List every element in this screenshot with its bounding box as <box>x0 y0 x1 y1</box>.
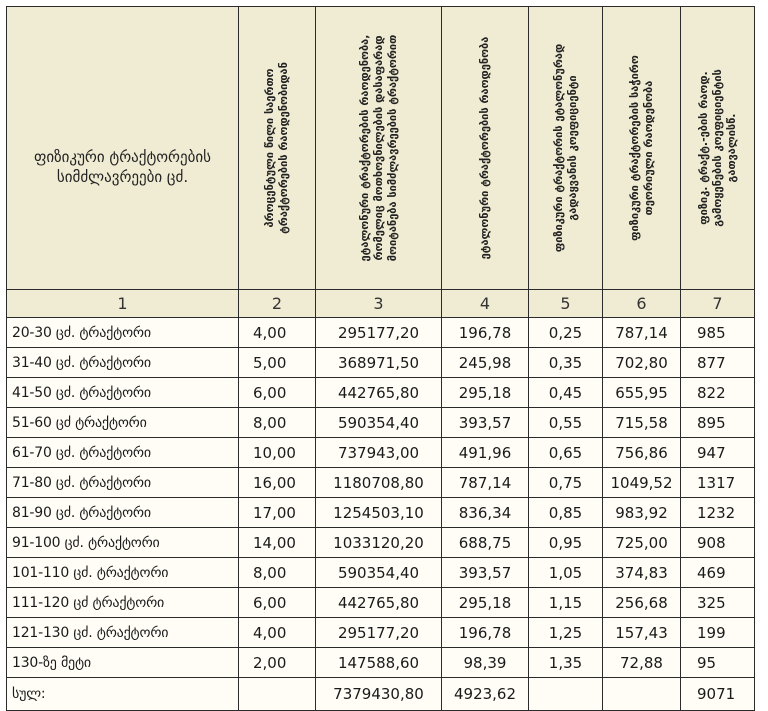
row-usage-coef: 325 <box>681 588 755 618</box>
total-row <box>7 678 755 711</box>
row-conversion-coef: 0,25 <box>529 318 603 348</box>
row-conversion-coef: 0,65 <box>529 438 603 468</box>
row-power-range: 61-70 ცძ. ტრაქტორი <box>7 438 239 468</box>
row-etalon-count: 295,18 <box>442 378 529 408</box>
row-etalon-required: 147588,60 <box>316 648 442 678</box>
header-conversion-coef <box>529 7 603 290</box>
header-theoretical-count-text: ფიზიკური ტრაქტორების საჭირო თეორიული რაოდენობა <box>627 55 655 241</box>
table-row <box>7 618 755 648</box>
header-power-range <box>7 7 239 290</box>
row-percent-share: 8,00 <box>239 558 316 588</box>
header-percent-share <box>239 7 316 290</box>
table-row <box>7 558 755 588</box>
table-row <box>7 348 755 378</box>
row-conversion-coef: 1,25 <box>529 618 603 648</box>
row-etalon-required: 442765,80 <box>316 588 442 618</box>
column-number: 1 <box>7 290 239 318</box>
tractor-data-table <box>6 6 755 711</box>
row-power-range: 81-90 ცძ. ტრაქტორი <box>7 498 239 528</box>
row-etalon-required: 1180708,80 <box>316 468 442 498</box>
row-usage-coef: 908 <box>681 528 755 558</box>
total-conversion-coef <box>529 678 603 711</box>
row-etalon-required: 368971,50 <box>316 348 442 378</box>
row-conversion-coef: 1,15 <box>529 588 603 618</box>
row-etalon-count: 98,39 <box>442 648 529 678</box>
row-power-range: 51-60 ცძ ტრაქტორი <box>7 408 239 438</box>
table-row <box>7 318 755 348</box>
row-conversion-coef: 0,45 <box>529 378 603 408</box>
total-label: სულ: <box>7 678 239 711</box>
row-etalon-required: 442765,80 <box>316 378 442 408</box>
row-power-range: 111-120 ცძ ტრაქტორი <box>7 588 239 618</box>
row-etalon-count: 393,57 <box>442 408 529 438</box>
row-etalon-required: 1254503,10 <box>316 498 442 528</box>
row-conversion-coef: 0,75 <box>529 468 603 498</box>
row-conversion-coef: 1,35 <box>529 648 603 678</box>
row-power-range: 20-30 ცძ. ტრაქტორი <box>7 318 239 348</box>
total-percent <box>239 678 316 711</box>
total-etalon-count: 4923,62 <box>442 678 529 711</box>
row-conversion-coef: 0,85 <box>529 498 603 528</box>
row-usage-coef: 199 <box>681 618 755 648</box>
row-usage-coef: 1317 <box>681 468 755 498</box>
row-etalon-required: 590354,40 <box>316 558 442 588</box>
header-etalon-required-text: ეტალონური ტრაქტორების რაოდენობა, რომელიც მოთხოვნილების დასაფარად მოიტანება სიმძლავრეების ტრაქტორით <box>357 34 399 262</box>
row-percent-share: 4,00 <box>239 318 316 348</box>
row-theoretical-count: 256,68 <box>603 588 681 618</box>
row-conversion-coef: 0,95 <box>529 528 603 558</box>
row-theoretical-count: 725,00 <box>603 528 681 558</box>
row-percent-share: 2,00 <box>239 648 316 678</box>
row-theoretical-count: 1049,52 <box>603 468 681 498</box>
column-number: 5 <box>529 290 603 318</box>
row-power-range: 41-50 ცძ. ტრაქტორი <box>7 378 239 408</box>
row-percent-share: 5,00 <box>239 348 316 378</box>
row-conversion-coef: 1,05 <box>529 558 603 588</box>
total-usage-coef: 9071 <box>681 678 755 711</box>
column-number: 3 <box>316 290 442 318</box>
row-conversion-coef: 0,55 <box>529 408 603 438</box>
column-number: 6 <box>603 290 681 318</box>
row-percent-share: 17,00 <box>239 498 316 528</box>
header-power-range-text: ფიზიკური ტრაქტორების სიმძლავრეები ცძ. <box>34 148 211 186</box>
row-theoretical-count: 374,83 <box>603 558 681 588</box>
table-row <box>7 498 755 528</box>
row-etalon-count: 196,78 <box>442 618 529 648</box>
row-etalon-count: 491,96 <box>442 438 529 468</box>
row-power-range: 121-130 ცძ. ტრაქტორი <box>7 618 239 648</box>
row-etalon-count: 196,78 <box>442 318 529 348</box>
row-power-range: 91-100 ცძ. ტრაქტორი <box>7 528 239 558</box>
row-theoretical-count: 756,86 <box>603 438 681 468</box>
row-etalon-required: 295177,20 <box>316 618 442 648</box>
header-row <box>7 7 755 290</box>
header-theoretical-count <box>603 7 681 290</box>
row-percent-share: 14,00 <box>239 528 316 558</box>
row-usage-coef: 1232 <box>681 498 755 528</box>
row-theoretical-count: 715,58 <box>603 408 681 438</box>
row-etalon-required: 737943,00 <box>316 438 442 468</box>
row-theoretical-count: 787,14 <box>603 318 681 348</box>
column-number: 7 <box>681 290 755 318</box>
header-usage-coef <box>681 7 755 290</box>
row-theoretical-count: 655,95 <box>603 378 681 408</box>
total-etalon-required: 7379430,80 <box>316 678 442 711</box>
table-row <box>7 648 755 678</box>
row-etalon-count: 787,14 <box>442 468 529 498</box>
row-usage-coef: 877 <box>681 348 755 378</box>
row-usage-coef: 469 <box>681 558 755 588</box>
row-power-range: 130-ზე მეტი <box>7 648 239 678</box>
table-row <box>7 528 755 558</box>
row-usage-coef: 947 <box>681 438 755 468</box>
row-percent-share: 6,00 <box>239 588 316 618</box>
header-etalon-count-text: ეტალონური ტრაქტორების რაოდენობა <box>478 36 491 260</box>
column-number: 4 <box>442 290 529 318</box>
row-etalon-required: 295177,20 <box>316 318 442 348</box>
row-etalon-required: 590354,40 <box>316 408 442 438</box>
row-power-range: 31-40 ცძ. ტრაქტორი <box>7 348 239 378</box>
row-percent-share: 16,00 <box>239 468 316 498</box>
table-row <box>7 438 755 468</box>
header-etalon-count <box>442 7 529 290</box>
column-number: 2 <box>239 290 316 318</box>
row-usage-coef: 985 <box>681 318 755 348</box>
row-theoretical-count: 702,80 <box>603 348 681 378</box>
table-row <box>7 588 755 618</box>
row-percent-share: 8,00 <box>239 408 316 438</box>
row-percent-share: 4,00 <box>239 618 316 648</box>
row-percent-share: 10,00 <box>239 438 316 468</box>
row-percent-share: 6,00 <box>239 378 316 408</box>
header-percent-share-text: პროცენტული წილი საერთო ტრაქტორების რაოდენობიდან <box>263 62 290 234</box>
table-body <box>7 318 755 678</box>
row-theoretical-count: 157,43 <box>603 618 681 648</box>
table-row <box>7 408 755 438</box>
row-etalon-count: 295,18 <box>442 588 529 618</box>
header-usage-coef-text: ფიზიკ. ტრაქტ.-ების რაოდ. გამოყენების კოეფიციენტის გათვალისწ. <box>696 69 738 227</box>
row-etalon-required: 1033120,20 <box>316 528 442 558</box>
table-row <box>7 378 755 408</box>
row-theoretical-count: 983,92 <box>603 498 681 528</box>
row-usage-coef: 822 <box>681 378 755 408</box>
row-etalon-count: 393,57 <box>442 558 529 588</box>
total-theoretical-count <box>603 678 681 711</box>
column-number-row <box>7 290 755 318</box>
row-theoretical-count: 72,88 <box>603 648 681 678</box>
row-etalon-count: 688,75 <box>442 528 529 558</box>
row-usage-coef: 895 <box>681 408 755 438</box>
row-power-range: 71-80 ცძ. ტრაქტორი <box>7 468 239 498</box>
row-etalon-count: 836,34 <box>442 498 529 528</box>
row-etalon-count: 245,98 <box>442 348 529 378</box>
row-power-range: 101-110 ცძ. ტრაქტორი <box>7 558 239 588</box>
table-row <box>7 468 755 498</box>
header-etalon-required <box>316 7 442 290</box>
row-conversion-coef: 0,35 <box>529 348 603 378</box>
row-usage-coef: 95 <box>681 648 755 678</box>
header-conversion-coef-text: ფიზიკური ტრაქტორის ეტალონურად გადაყვანის კოეფიციენტი <box>551 43 579 253</box>
